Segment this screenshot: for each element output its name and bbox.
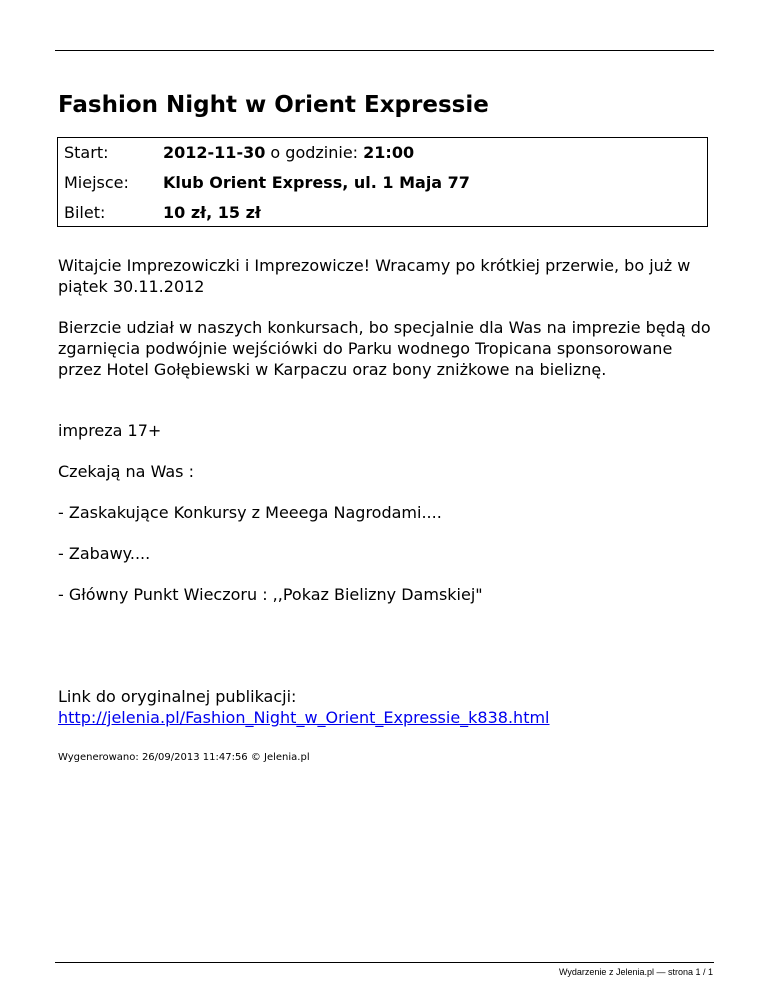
age-paragraph: impreza 17+ bbox=[58, 421, 162, 440]
place-row bbox=[58, 168, 707, 198]
ticket-value-text: 10 zł, 15 zł bbox=[163, 203, 261, 222]
source-link[interactable]: http://jelenia.pl/Fashion_Night_w_Orient_Expressie_k838.html bbox=[58, 708, 550, 727]
waiting-paragraph: Czekają na Was : bbox=[58, 462, 194, 481]
source-link-line bbox=[58, 707, 718, 728]
event-info-table bbox=[57, 137, 708, 227]
start-time: 21:00 bbox=[363, 143, 415, 162]
ticket-value bbox=[163, 198, 261, 228]
intro-paragraph: Witajcie Imprezowiczki i Imprezowicze! Wracamy po krótkiej przerwie, bo już w piątek 30.11.2012 bbox=[58, 256, 691, 296]
page-title: Fashion Night w Orient Expressie bbox=[58, 92, 489, 118]
start-connector: o godzinie: bbox=[265, 143, 364, 162]
bottom-divider bbox=[55, 962, 714, 963]
place-label: Miejsce: bbox=[64, 173, 129, 192]
top-divider bbox=[55, 50, 714, 51]
place-value bbox=[163, 168, 470, 198]
place-value-text: Klub Orient Express, ul. 1 Maja 77 bbox=[163, 173, 470, 192]
start-date: 2012-11-30 bbox=[163, 143, 266, 162]
start-value bbox=[163, 138, 414, 168]
source-label: Link do oryginalnej publikacji: bbox=[58, 687, 297, 706]
generated-timestamp: Wygenerowano: 26/09/2013 11:47:56 © Jelenia.pl bbox=[58, 752, 310, 763]
page-footer: Wydarzenie z Jelenia.pl — strona 1 / 1 bbox=[559, 967, 713, 977]
list-item: - Główny Punkt Wieczoru : ,,Pokaz Bielizny Damskiej" bbox=[58, 585, 483, 604]
list-item: - Zabawy.... bbox=[58, 544, 151, 563]
start-label: Start: bbox=[64, 143, 109, 162]
ticket-label: Bilet: bbox=[64, 203, 106, 222]
contests-paragraph: Bierzcie udział w naszych konkursach, bo specjalnie dla Was na imprezie będą do zgarnięcia podwójnie wejściówki do Parku wodnego Tropicana sponsorowane przez Hotel Gołębiewski w Karpaczu oraz bony zniżkowe na bieliznę. bbox=[58, 318, 711, 379]
list-item: - Zaskakujące Konkursy z Meeega Nagrodami.... bbox=[58, 503, 442, 522]
start-row bbox=[58, 138, 707, 168]
ticket-row bbox=[58, 198, 707, 228]
